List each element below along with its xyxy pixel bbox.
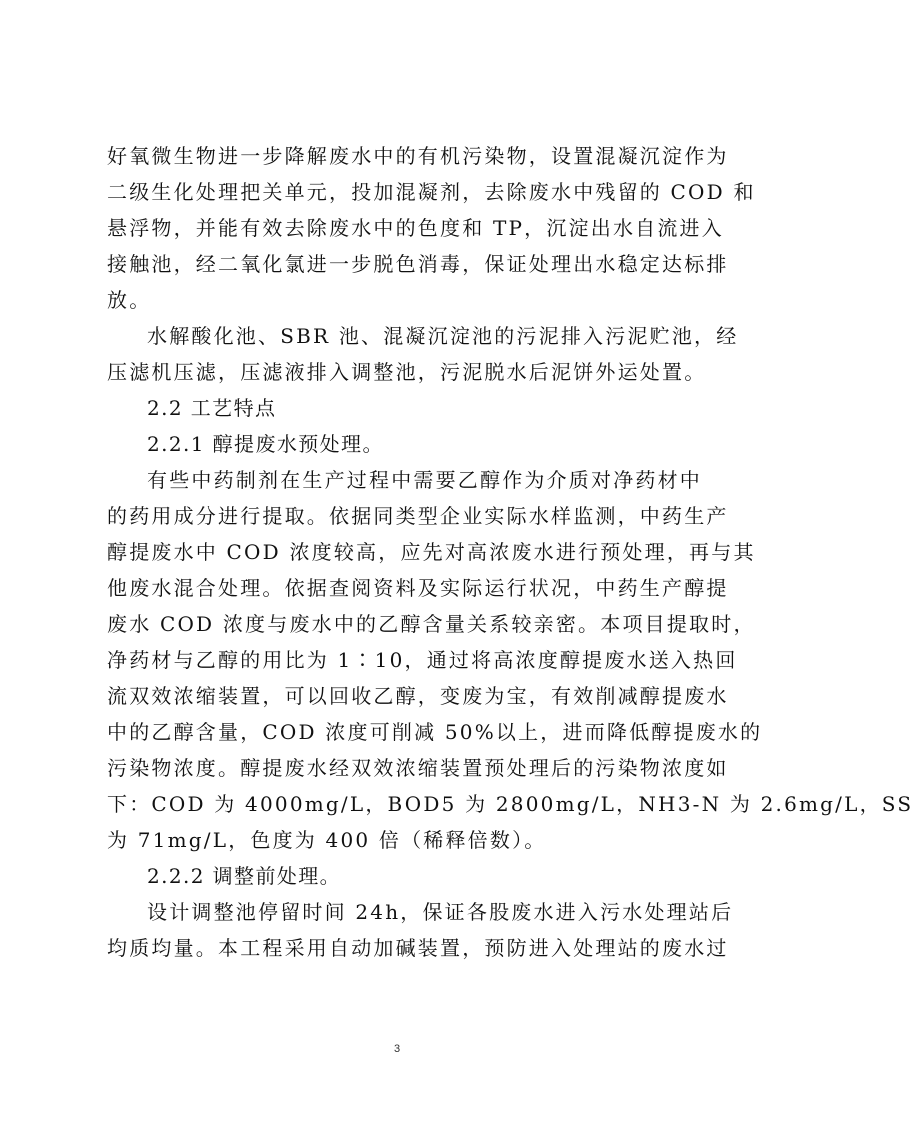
text-line-17: 中的乙醇含量，COD 浓度可削减 50%以上，进而降低醇提废水的 <box>107 720 763 744</box>
text-line-6: 水解酸化池、SBR 池、混凝沉淀池的污泥排入污泥贮池，经 <box>147 324 739 348</box>
text-line-12: 醇提废水中 COD 浓度较高，应先对高浓废水进行预处理，再与其 <box>107 540 756 564</box>
text-line-7: 压滤机压滤，压滤液排入调整池，污泥脱水后泥饼外运处置。 <box>107 360 707 384</box>
section-heading-2-2: 2.2 工艺特点 <box>147 396 277 420</box>
text-line-14: 废水 COD 浓度与废水中的乙醇含量关系较亲密。本项目提取时， <box>107 612 756 636</box>
text-line-4: 接触池，经二氧化氯进一步脱色消毒，保证处理出水稳定达标排 <box>107 252 729 276</box>
subsection-heading-2-2-1: 2.2.1 醇提废水预处理。 <box>147 432 384 456</box>
page-number: 3 <box>393 1043 401 1055</box>
text-line-18: 污染物浓度。醇提废水经双效浓缩装置预处理后的污染物浓度如 <box>107 756 729 780</box>
text-line-10: 有些中药制剂在生产过程中需要乙醇作为介质对净药材中 <box>147 468 702 492</box>
text-line-11: 的药用成分进行提取。依据同类型企业实际水样监测，中药生产 <box>107 504 729 528</box>
text-line-13: 他废水混合处理。依据查阅资料及实际运行状况，中药生产醇提 <box>107 576 729 600</box>
text-line-20: 为 71mg/L，色度为 400 倍（稀释倍数）。 <box>107 828 547 852</box>
text-line-22: 设计调整池停留时间 24h，保证各股废水进入污水处理站后 <box>147 900 734 924</box>
subsection-heading-2-2-2: 2.2.2 调整前处理。 <box>147 864 342 888</box>
text-line-19: 下：COD 为 4000mg/L，BOD5 为 2800mg/L，NH3-N 为 2.6mg/L，SS <box>107 792 913 816</box>
text-line-3: 悬浮物，并能有效去除废水中的色度和 TP，沉淀出水自流进入 <box>107 216 724 240</box>
text-line-16: 流双效浓缩装置，可以回收乙醇，变废为宝，有效削减醇提废水 <box>107 684 729 708</box>
text-line-1: 好氧微生物进一步降解废水中的有机污染物，设置混凝沉淀作为 <box>107 144 729 168</box>
document-body <box>107 138 913 966</box>
text-line-15: 净药材与乙醇的用比为 1∶10，通过将高浓度醇提废水送入热回 <box>107 648 738 672</box>
text-line-5: 放。 <box>107 288 152 312</box>
text-line-2: 二级生化处理把关单元，投加混凝剂，去除废水中残留的 COD 和 <box>107 180 756 204</box>
text-line-23: 均质均量。本工程采用自动加碱装置，预防进入处理站的废水过 <box>107 936 729 960</box>
